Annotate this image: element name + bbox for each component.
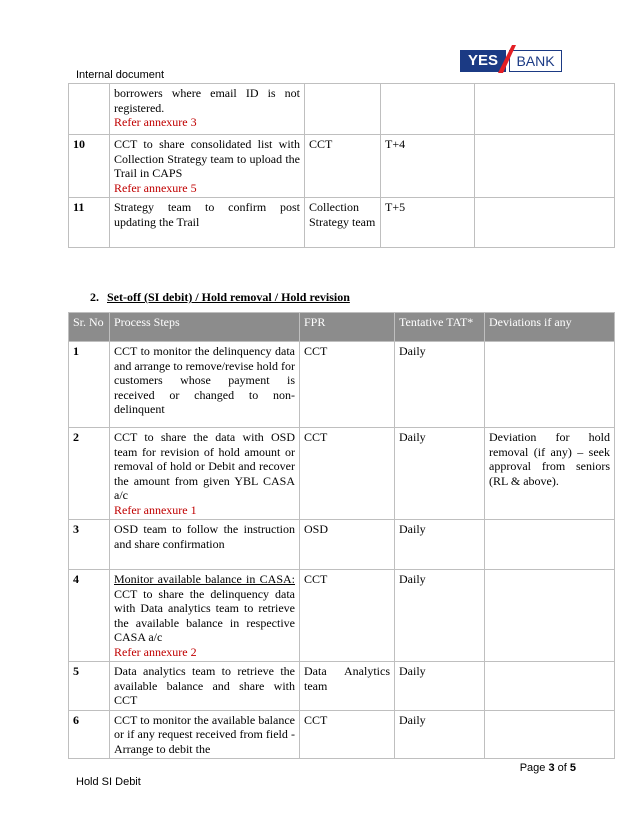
process-step-cell <box>110 342 300 428</box>
page-total: 5 <box>569 762 576 774</box>
deviation-cell <box>475 135 615 198</box>
sr-no-cell: 4 <box>69 570 110 662</box>
annexure-reference: Refer annexure 5 <box>114 180 197 195</box>
page-number <box>520 762 576 774</box>
sr-no-cell: 1 <box>69 342 110 428</box>
header-tat: Tentative TAT* <box>395 313 485 342</box>
process-step-cell <box>110 428 300 520</box>
deviation-cell <box>475 198 615 248</box>
header-sr-no: Sr. No <box>69 313 110 342</box>
tat-cell: T+4 <box>381 135 475 198</box>
process-step-cell <box>110 662 300 711</box>
deviation-cell <box>485 570 615 662</box>
tat-cell: Daily <box>395 662 485 711</box>
tat-cell: Daily <box>395 342 485 428</box>
sr-no-cell: 6 <box>69 710 110 759</box>
section-title: Set-off (SI debit) / Hold removal / Hold revision <box>107 290 350 304</box>
fpr-cell: Collection Strategy team <box>305 198 381 248</box>
tat-cell: Daily <box>395 520 485 570</box>
sr-no-cell: 2 <box>69 428 110 520</box>
process-step-cell <box>110 570 300 662</box>
fpr-cell: CCT <box>300 428 395 520</box>
deviation-cell: Deviation for hold removal (if any) – seek approval from seniors (RL & above). <box>485 428 615 520</box>
table-row <box>69 570 615 662</box>
page-of: of <box>554 762 570 774</box>
sr-no-cell: 3 <box>69 520 110 570</box>
table-header-row <box>69 313 615 342</box>
table-row <box>69 135 615 198</box>
header-deviations: Deviations if any <box>485 313 615 342</box>
logo-yes-text: YES <box>460 50 506 72</box>
deviation-cell <box>475 84 615 135</box>
section-heading <box>90 290 350 305</box>
process-step-cell <box>110 198 305 248</box>
section-number: 2. <box>90 290 99 304</box>
process-step-text: CCT to monitor the delinquency data and arrange to remove/revise hold for customers whose payment is received or changed to non-delinquent <box>114 344 295 416</box>
fpr-cell: OSD <box>300 520 395 570</box>
tat-cell: Daily <box>395 710 485 759</box>
tat-cell: T+5 <box>381 198 475 248</box>
setoff-process-table <box>68 312 615 759</box>
table-row <box>69 520 615 570</box>
header-process-steps: Process Steps <box>110 313 300 342</box>
table-row <box>69 710 615 759</box>
fpr-cell <box>305 84 381 135</box>
table-row <box>69 662 615 711</box>
process-step-text: borrowers where email ID is not registered. <box>114 86 300 115</box>
table-row <box>69 198 615 248</box>
footer-document-name: Hold SI Debit <box>76 776 141 788</box>
deviation-cell <box>485 342 615 428</box>
annexure-reference: Refer annexure 2 <box>114 644 197 659</box>
process-step-text: CCT to monitor the available balance or if any request received from field - Arrange to debit the <box>114 712 295 756</box>
deviation-cell <box>485 662 615 711</box>
process-step-text: CCT to share consolidated list with Collection Strategy team to upload the Trail in CAPS <box>114 137 300 180</box>
process-step-text: OSD team to follow the instruction and share confirmation <box>114 522 295 551</box>
table-row <box>69 84 615 135</box>
table-row <box>69 428 615 520</box>
sr-no-cell: 5 <box>69 662 110 711</box>
fpr-cell: CCT <box>300 710 395 759</box>
deviation-cell <box>485 710 615 759</box>
tat-cell <box>381 84 475 135</box>
table-row <box>69 342 615 428</box>
fpr-cell: CCT <box>300 342 395 428</box>
process-step-cell <box>110 710 300 759</box>
process-step-cell <box>110 84 305 135</box>
logo-slash-icon <box>460 43 562 79</box>
annexure-reference: Refer annexure 3 <box>114 115 197 129</box>
document-classification-label: Internal document <box>76 69 165 81</box>
process-table-continued <box>68 83 615 248</box>
tat-cell: Daily <box>395 570 485 662</box>
annexure-reference: Refer annexure 1 <box>114 502 197 517</box>
process-step-cell <box>110 135 305 198</box>
process-step-text: Strategy team to confirm post updating the Trail <box>114 200 300 229</box>
process-step-text: Data analytics team to retrieve the available balance and share with CCT <box>114 664 295 707</box>
tat-cell: Daily <box>395 428 485 520</box>
sr-no-cell <box>69 84 110 135</box>
logo-bank-text: BANK <box>509 50 562 72</box>
page-current: 3 <box>548 762 555 774</box>
sr-no-cell: 10 <box>69 135 110 198</box>
process-step-cell <box>110 520 300 570</box>
deviation-cell <box>485 520 615 570</box>
process-step-text: CCT to share the delinquency data with Data analytics team to retrieve the available balance in respective CASA a/c <box>114 586 295 644</box>
yes-bank-logo <box>460 43 562 79</box>
fpr-cell: CCT <box>305 135 381 198</box>
fpr-cell: CCT <box>300 570 395 662</box>
sr-no-cell: 11 <box>69 198 110 248</box>
process-step-lead: Monitor available balance in CASA: <box>114 572 295 586</box>
header-fpr: FPR <box>300 313 395 342</box>
fpr-cell: Data Analytics team <box>300 662 395 711</box>
page-prefix: Page <box>519 762 549 774</box>
process-step-text: CCT to share the data with OSD team for revision of hold amount or removal of hold or Debit and recover the amount from given YBL CASA a/c <box>114 430 295 502</box>
